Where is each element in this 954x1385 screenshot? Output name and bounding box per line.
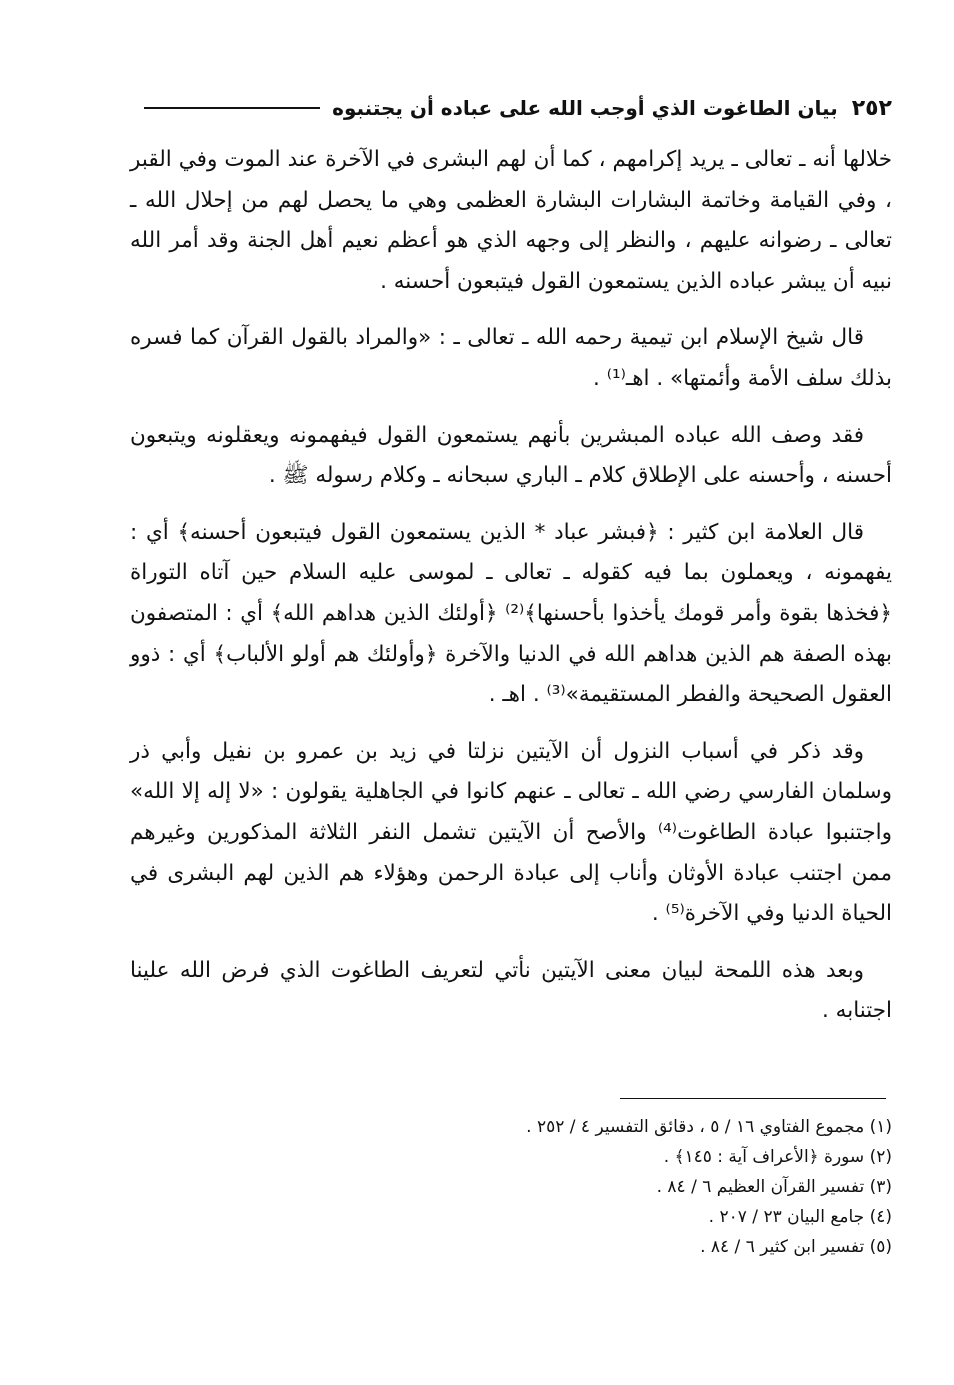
header-rule: [144, 107, 320, 109]
footnote: (٢) سورة ﴿الأعراف آية : ١٤٥﴾ .: [663, 1147, 892, 1167]
footnote-separator: [620, 1098, 886, 1099]
footnote: (٣) تفسير القرآن العظيم ٦ / ٨٤ .: [656, 1177, 892, 1197]
running-header: [132, 88, 892, 128]
page-number: ٢٥٢: [851, 95, 892, 121]
running-title: بيان الطاغوت الذي أوجب الله على عباده أن يجتنبوه: [332, 96, 838, 120]
paragraph: قال العلامة ابن كثير : ﴿فبشر عباد * الذين يستمعون القول فيتبعون أحسنه﴾ أي : يفهمونه ، ويعملون بما فيه كقوله ـ تعالى ـ لموسى عليه السلام حين آتاه التوراة ﴿فخذها بقوة وأمر قومك يأخذوا بأحسنها﴾⁽²⁾ ﴿أولئك الذين هداهم الله﴾ أي : المتصفون بهذه الصفة هم الذين هداهم الله في الدنيا والآخرة ﴿وأولئك هم أولو الألباب﴾ أي : ذوو العقول الصحيحة والفطر المستقيمة»⁽³⁾ . اهـ .: [130, 519, 892, 708]
main-text: [130, 140, 892, 1048]
paragraph: قال شيخ الإسلام ابن تيمية رحمه الله ـ تعالى ـ : «والمراد بالقول القرآن كما فسره بذلك سلف الأمة وأئمتها» . اهـ⁽¹⁾ .: [130, 325, 892, 391]
paragraph: خلالها أنه ـ تعالى ـ يريد إكرامهم ، كما أن لهم البشرى في الآخرة عند الموت وفي القبر ، وفي القيامة وخاتمة البشارات البشارة العظمى وهي ما يحصل لهم من إحلال الله ـ تعالى ـ رضوانه عليهم ، والنظر إلى وجهه الذي هو أعظم نعيم أهل الجنة وقد أمر الله نبيه أن يبشر عباده الذين يستمعون القول فيتبعون أحسنه .: [130, 147, 892, 294]
paragraph: فقد وصف الله عباده المبشرين بأنهم يستمعون القول فيفهمونه ويعقلونه ويتبعون أحسنه ، وأحسنه على الإطلاق كلام ـ الباري سبحانه ـ وكلام رسوله ﷺ .: [130, 422, 892, 489]
paragraph: وبعد هذه اللمحة لبيان معنى الآيتين نأتي لتعريف الطاغوت الذي فرض الله علينا اجتنابه .: [130, 957, 892, 1024]
footnote: (١) مجموع الفتاوي ١٦ / ٥ ، دقائق التفسير ٤ / ٢٥٢ .: [526, 1117, 892, 1137]
footnotes: [130, 1112, 892, 1262]
footnote: (٥) تفسير ابن كثير ٦ / ٨٤ .: [700, 1237, 892, 1257]
footnote: (٤) جامع البيان ٢٣ / ٢٠٧ .: [708, 1207, 892, 1227]
paragraph: وقد ذكر في أسباب النزول أن الآيتين نزلتا في زيد بن عمرو بن نفيل وأبي ذر وسلمان الفارسي رضي الله ـ تعالى ـ عنهم كانوا في الجاهلية يقولون : «لا إله إلا الله» واجتنبوا عبادة الطاغوت⁽⁴⁾ والأصح أن الآيتين تشمل النفر الثلاثة المذكورين وغيرهم ممن اجتنب عبادة الأوثان وأناب إلى عبادة الرحمن وهؤلاء هم الذين لهم البشرى في الحياة الدنيا وفي الآخرة⁽⁵⁾ .: [130, 738, 892, 927]
